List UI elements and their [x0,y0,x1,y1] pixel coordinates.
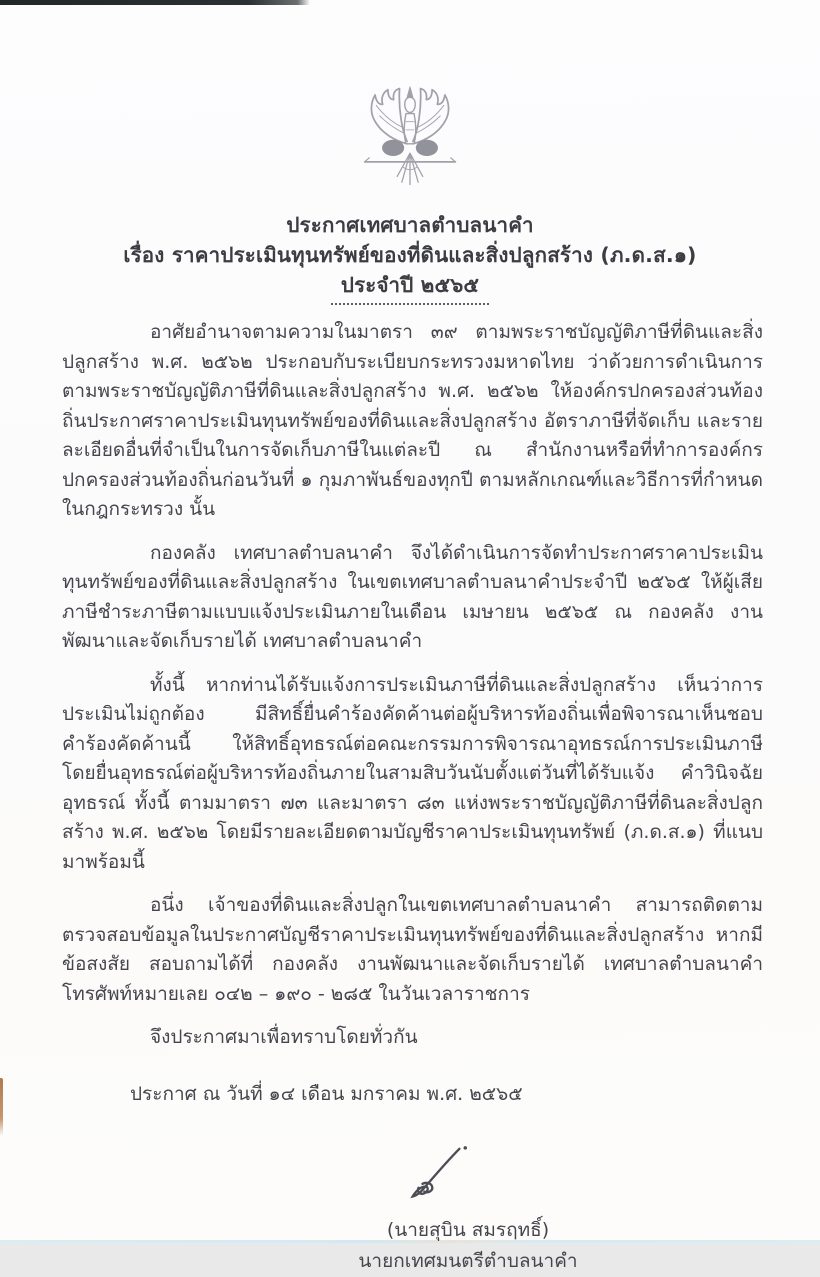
paragraph-announcement: กองคลัง เทศบาลตำบลนาคำ จึงได้ดำเนินการจัดทำประกาศราคาประเมินทุนทรัพย์ของที่ดินและสิ่งปลูกสร้าง ในเขตเทศบาลตำบลนาคำประจำปี ๒๕๖๕ ให้ผู้เสียภาษีชำระภาษีตามแบบแจ้งประเมินภายในเดือน เมษายน ๒๕๖๕ ณ กองคลัง งานพัฒนาและจัดเก็บรายได้ เทศบาลตำบลนาคำ [62,541,763,652]
garuda-emblem-icon [335,72,485,204]
signature-block [268,1137,668,1277]
document-year: ประจำปี ๒๕๖๕ [340,273,480,297]
title-block [0,210,820,305]
paragraph-closing: จึงประกาศมาเพื่อทราบโดยทั่วกัน [150,1026,418,1048]
announcement-date: ประกาศ ณ วันที่ ๑๔ เดือน มกราคม พ.ศ. ๒๕๖๕ [130,1082,523,1105]
document-title: ประกาศเทศบาลตำบลนาคำ [286,213,534,237]
paragraph-contact-info: อนึ่ง เจ้าของที่ดินและสิ่งปลูกในเขตเทศบาลตำบลนาคำ สามารถติดตามตรวจสอบข้อมูลในประกาศบัญชีราคาประเมินทุนทรัพย์ของที่ดินและสิ่งปลูกสร้าง หากมีข้อสงสัย สอบถามได้ที่ กองคลัง งานพัฒนาและจัดเก็บรายได้ เทศบาลตำบลนาคำ โทรศัพท์หมายเลย ๐๔๒ – ๑๙๐ - ๒๘๕ ในวันเวลาราชการ [62,894,763,1005]
signer-position: นายกเทศมนตรีตำบลนาคำ [358,1249,578,1272]
paragraph-appeal-rights: ทั้งนี้ หากท่านได้รับแจ้งการประเมินภาษีที่ดินและสิ่งปลูกสร้าง เห็นว่าการประเมินไม่ถูกต้อง มีสิทธิ์ยื่นคำร้องคัดค้านต่อผู้บริหารท้องถิ่นเพื่อพิจารณาเห็นชอบคำร้องคัดค้านนี้ ให้สิทธิ์อุทธรณ์ต่อคณะกรรมการพิจารณาอุทธรณ์การประเมินภาษี โดยยื่นอุทธรณ์ต่อผู้บริหารท้องถิ่นภายในสามสิบวันนับตั้งแต่วันที่ได้รับแจ้ง คำวินิจฉัยอุทธรณ์ ทั้งนี้ ตามมาตรา ๗๓ และมาตรา ๘๓ แห่งพระราชบัญญัติภาษีที่ดินละสิ่งปลูกสร้าง พ.ศ. ๒๕๖๒ โดยมีรายละเอียดตามบัญชีราคาประเมินทุนทรัพย์ (ภ.ด.ส.๑) ที่แนบมาพร้อมนี้ [62,673,763,873]
document-body [62,318,763,1053]
signature-handwriting [268,1137,608,1215]
paragraph-legal-basis: อาศัยอำนาจตามความในมาตรา ๓๙ ตามพระราชบัญญัติภาษีที่ดินและสิ่งปลูกสร้าง พ.ศ. ๒๕๖๒ ประกอบกับระเบียบกระทรวงมหาดไทย ว่าด้วยการดำเนินการตามพระราชบัญญัติภาษีที่ดินและสิ่งปลูกสร้าง พ.ศ. ๒๕๖๒ ให้องค์กรปกครองส่วนท้องถิ่นประกาศราคาประเมินทุนทรัพย์ของที่ดินและสิ่งปลูกสร้าง อัตราภาษีที่จัดเก็บ และรายละเอียดอื่นที่จำเป็นในการจัดเก็บภาษีในแต่ละปี ณ สำนักงานหรือที่ทำการองค์กรปกครองส่วนท้องถิ่นก่อนวันที่ ๑ กุมภาพันธ์ของทุกปี ตามหลักเกณฑ์และวิธีการที่กำหนดในกฎกระทรวง นั้น [62,321,763,520]
document-subject: เรื่อง ราคาประเมินทุนทรัพย์ของที่ดินและสิ่งปลูกสร้าง (ภ.ด.ส.๑) [123,243,697,267]
dotted-divider [331,303,489,305]
signer-name: (นายสุบิน สมรฤทธิ์) [386,1218,550,1241]
